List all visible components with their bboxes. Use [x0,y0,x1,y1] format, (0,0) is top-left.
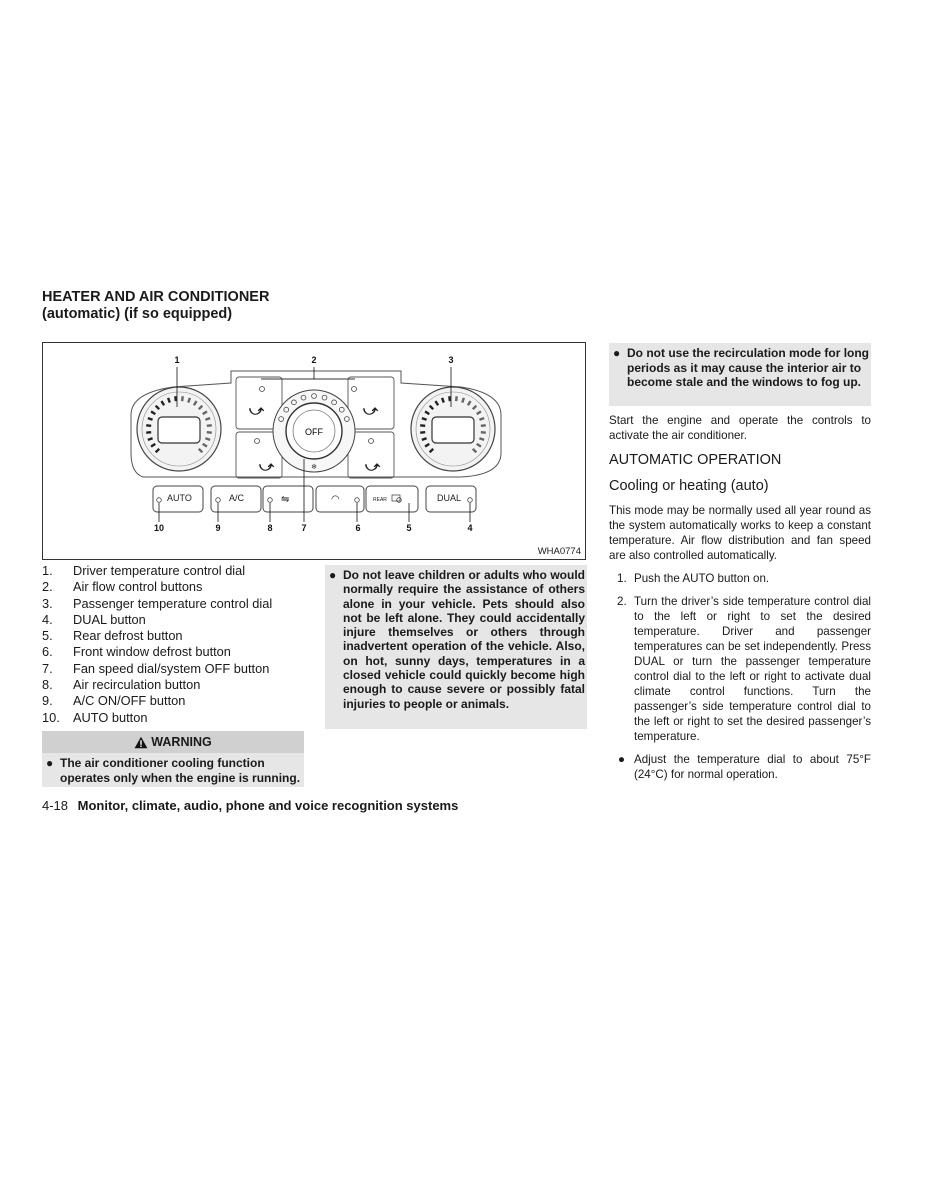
recirculation-warning-text: Do not use the recirculation mode for long periods as it may cause the interior air to become stale and the windows to fog up. [627,346,870,389]
off-button-label: OFF [305,427,323,437]
dial-tick [449,396,450,401]
driver-temp-dial [137,387,221,471]
dial-tick [148,418,153,420]
callout-8: 8 [267,523,273,533]
auto-button-label: AUTO [167,493,192,503]
vent-face-icon: ⤻ [249,402,264,418]
step-number: 2. [617,595,627,608]
control-panel-figure [42,342,586,560]
recirc-icon: ⇋ [281,494,290,505]
dial-tick [148,438,153,440]
legend-number: 9. [42,693,53,709]
dial-tick [188,398,190,403]
intro-paragraph: Start the engine and operate the controls to activate the air conditioner. [609,414,871,442]
dial-tick [422,418,427,420]
legend-item [42,693,312,709]
legend-item [42,644,312,660]
page-footer [42,798,458,813]
dial-tick [462,398,464,403]
legend-item [42,677,312,693]
warning-label: WARNING [151,735,212,749]
ac-button-label: A/C [229,493,245,503]
callout-4: 4 [467,523,473,533]
callout-7: 7 [301,523,307,533]
callout-10: 10 [153,523,165,533]
legend-text: Driver temperature control dial [73,563,246,578]
dial-tick [182,396,183,401]
figure-legend [42,563,312,726]
legend-number: 5. [42,628,53,644]
dial-tick [205,418,210,420]
legend-item [42,710,312,726]
dial-tick [481,432,486,433]
legend-number: 2. [42,579,53,595]
step-text: Push the AUTO button on. [634,572,770,585]
dial-tick [207,425,212,426]
vent-foot-icon: ⤻ [259,458,274,474]
dial-tick [422,438,427,440]
heading-line-2: (automatic) (if so equipped) [42,306,233,322]
dial-tick [479,438,484,440]
bullet-icon: ● [618,753,626,766]
callout-2: 2 [311,355,317,365]
chapter-title: Monitor, climate, audio, phone and voice recognition systems [77,798,459,813]
page-number: 4-18 [42,798,69,813]
legend-item [42,563,312,579]
passenger-temp-dial [411,387,495,471]
recirculation-warning-box [609,343,871,406]
legend-number: 6. [42,644,53,660]
callout-6: 6 [355,523,361,533]
climate-panel-illustration [43,343,587,561]
mode-paragraph: This mode may be normally used all year round as the system automatically works to keep a constant temperature. Air flow distribution and fan speed are also controlled automatically. [609,504,871,562]
bullet-icon: ● [46,756,54,770]
legend-number: 7. [42,660,53,676]
legend-number: 4. [42,611,53,627]
dial-tick [175,396,176,401]
warning-body [42,753,304,787]
legend-number: 10. [42,709,60,725]
children-warning-box [325,565,587,729]
legend-text: Passenger temperature control dial [73,595,273,611]
step-text: Turn the driver’s side temperature control dial to the left or right to set the desired temperature. Driver and passenger temperatures can be set independently. Press DUAL or turn the passenger temperature control dial to the left or right to activate dual climate control functions. Turn the passenger’s side temperature control dial to the left or right to set the desired passenger’s temperature. [634,595,871,743]
rear-button-label: REAR [373,497,387,503]
legend-text: AUTO button [73,709,148,725]
legend-text: Air recirculation button [73,677,201,693]
section-title: AUTOMATIC OPERATION [609,452,782,468]
step-1 [609,571,871,587]
dial-tick [420,432,425,433]
defrost-icon: ◠ [331,494,340,505]
legend-item [42,612,312,628]
dial-tick [479,418,484,420]
children-warning-text: Do not leave children or adults who would normally require the assistance of others alone in your vehicle. Pets should also not be left alone. They could accidentally injure themselves or others through inadvertent operation of the vehicle. Also, on hot, sunny days, temperatures in a closed vehicle could quickly become high enough to cause severe or possibly fatal injuries to people or animals. [343,568,585,711]
legend-text: A/C ON/OFF button [73,693,186,709]
legend-item [42,579,312,595]
warning-header [42,731,304,753]
svg-text:❄: ❄ [311,464,317,471]
subsection-title: Cooling or heating (auto) [609,478,769,494]
legend-text: Front window defrost button [73,644,231,660]
legend-text: Rear defrost button [73,628,183,644]
temperature-note-text: Adjust the temperature dial to about 75°F (24°C) for normal operation. [634,753,871,781]
dial-tick [456,396,457,401]
dial-tick [481,425,486,426]
vent-defrost-foot-icon: ⤻ [365,458,380,474]
fan-speed-dial [273,390,355,472]
dial-tick [168,398,170,403]
legend-item [42,661,312,677]
callout-9: 9 [215,523,221,533]
section-heading [42,289,269,323]
step-2 [609,594,871,744]
legend-item [42,628,312,644]
temperature-note [609,752,871,784]
legend-number: 8. [42,677,53,693]
dial-tick [207,432,212,433]
dial-tick [420,425,425,426]
dial-tick [205,438,210,440]
bullet-icon: ● [613,346,621,360]
legend-text: Fan speed dial/system OFF button [73,660,270,676]
callout-1: 1 [174,355,180,365]
legend-number: 1. [42,563,53,578]
legend-number: 3. [42,595,53,611]
warning-triangle-icon [134,736,148,749]
legend-item [42,596,312,612]
legend-text: DUAL button [73,611,146,627]
warning-text: The air conditioner cooling function operates only when the engine is running. [60,756,301,785]
callout-5: 5 [406,523,412,533]
dial-tick [146,425,151,426]
bullet-icon: ● [329,568,337,582]
legend-text: Air flow control buttons [73,579,203,595]
heading-line-1: HEATER AND AIR CONDITIONER [42,289,270,305]
vent-bilevel-icon: ⤻ [363,402,378,418]
step-number: 1. [617,572,627,585]
dual-button-label: DUAL [437,493,462,503]
dial-tick [442,398,444,403]
figure-id: WHA0774 [537,546,581,557]
callout-3: 3 [448,355,454,365]
dial-tick [146,432,151,433]
